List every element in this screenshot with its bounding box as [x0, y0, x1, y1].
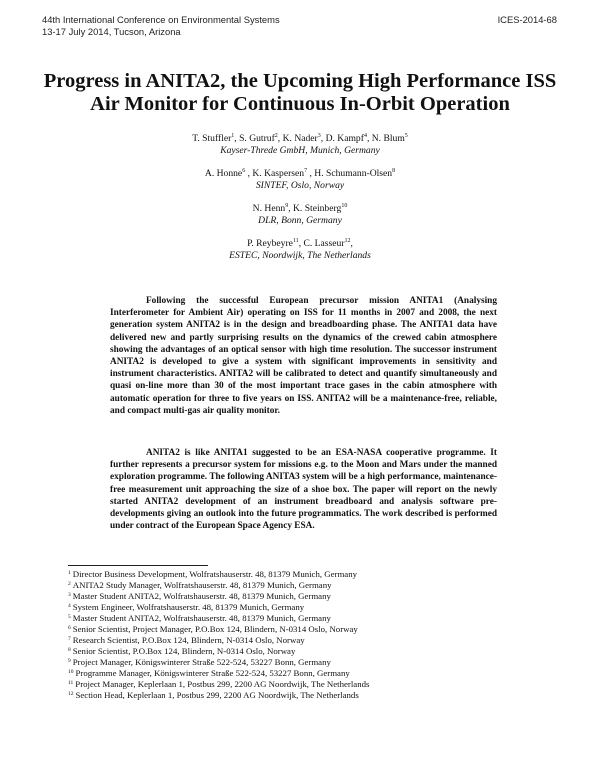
author-affiliation: DLR, Bonn, Germany: [258, 215, 342, 226]
paper-title: [40, 70, 560, 116]
author-group: [40, 203, 560, 227]
running-header: [42, 14, 280, 38]
title-line-2: Air Monitor for Continuous In-Orbit Operation: [90, 93, 510, 115]
intro-paragraph: ANITA2 is like ANITA1 suggested to be an ESA-NASA cooperative programme. It further represents a precursor system for missions e.g. to the Moon and Mars under the manned exploration programme. The following ANITA3 system will be a high performance, maintenance-free measurement unit approaching the size of a shoe box. The paper will report on the newly started ANITA2 development of an instrument breadboard and analysis software pre-developments giving an outlook into the future programmatics. The work described is performed under contract of the European Space Agency ESA.: [110, 448, 497, 532]
footnote: $^{10}$ Programme Manager, Königswinterer Straße 522-524, 53227 Bonn, Germany: [68, 668, 350, 678]
author-group: [40, 168, 560, 192]
footnote-list: [68, 569, 548, 701]
footnote: $^6$ Senior Scientist, Project Manager, P.O.Box 124, Blindern, N-0314 Oslo, Norway: [68, 624, 358, 634]
author-affiliation: SINTEF, Oslo, Norway: [255, 180, 345, 191]
author-affiliation: ESTEC, Noordwijk, The Netherlands: [229, 250, 371, 261]
footnote: $^{11}$ Project Manager, Keplerlaan 1, Postbus 299, 2200 AG Noordwijk, The Netherlands: [68, 679, 370, 689]
footnote: $^2$ ANITA2 Study Manager, Wolfratshauserstr. 48, 81379 Munich, Germany: [68, 580, 332, 590]
abstract-paragraph: Following the successful European precursor mission ANITA1 (Analysing Interferometer for Ambient Air) operating on ISS for 11 months in 2007 and 2008, the next generation system ANITA2 is in the design and breadboarding phase. The ANITA1 data have delivered new and partly surprising results on the dynamics of the crewed cabin atmosphere showing the advantages of an optical sensor with high time resolution. The successor instrument ANITA2 is developed to give a system with significant improvements in sensitivity and instrument characteristics. ANITA2 will be calibrated to detect and quantify simultaneously and quasi on-line more than 30 of the most important trace gases in the cabin atmosphere with automatic operation for three to five years on ISS. ANITA2 will be a maintenance-free, reliable, and compact multi-gas air quality monitor.: [110, 296, 497, 416]
author-names: P. Reybeyre$^{11}$, C. Lasseur$^{12}$,: [247, 238, 353, 249]
author-group: [40, 238, 560, 262]
paper-id: ICES-2014-68: [497, 14, 557, 25]
footnote: $^3$ Master Student ANITA2, Wolfratshauserstr. 48, 81379 Munich, Germany: [68, 591, 331, 601]
footnote-separator: [68, 565, 208, 566]
footnote: $^8$ Senior Scientist, P.O.Box 124, Blindern, N-0314 Oslo, Norway: [68, 646, 296, 656]
footnote: $^7$ Research Scientist, P.O.Box 124, Blindern, N-0314 Oslo, Norway: [68, 635, 305, 645]
footnote: $^5$ Master Student ANITA2, Wolfratshauserstr. 48, 81379 Munich, Germany: [68, 613, 331, 623]
author-affiliation: Kayser-Threde GmbH, Munich, Germany: [220, 145, 380, 156]
author-names: N. Henn$^9$, K. Steinberg$^{10}$: [252, 203, 348, 214]
author-list: [40, 133, 560, 273]
footnote: $^{12}$ Section Head, Keplerlaan 1, Postbus 299, 2200 AG Noordwijk, The Netherlands: [68, 690, 359, 700]
conference-date-location: 13-17 July 2014, Tucson, Arizona: [42, 26, 181, 37]
footnote: $^4$ System Engineer, Wolfratshauserstr. 48, 81379 Munich, Germany: [68, 602, 305, 612]
author-names: A. Honne$^6$ , K. Kaspersen$^7$ , H. Schumann-Olsen$^8$: [204, 168, 396, 179]
footnote: $^1$ Director Business Development, Wolfratshauserstr. 48, 81379 Munich, Germany: [68, 569, 357, 579]
author-names: T. Stuffler$^1$, S. Gutruf$^2$, K. Nader$^3$, D. Kampf$^4$, N. Blum$^5$: [192, 133, 408, 144]
conference-name: 44th International Conference on Environmental Systems: [42, 14, 280, 25]
title-line-1: Progress in ANITA2, the Upcoming High Performance ISS: [43, 70, 557, 92]
footnote: $^9$ Project Manager, Königswinterer Straße 522-524, 53227 Bonn, Germany: [68, 657, 331, 667]
author-group: [40, 133, 560, 157]
